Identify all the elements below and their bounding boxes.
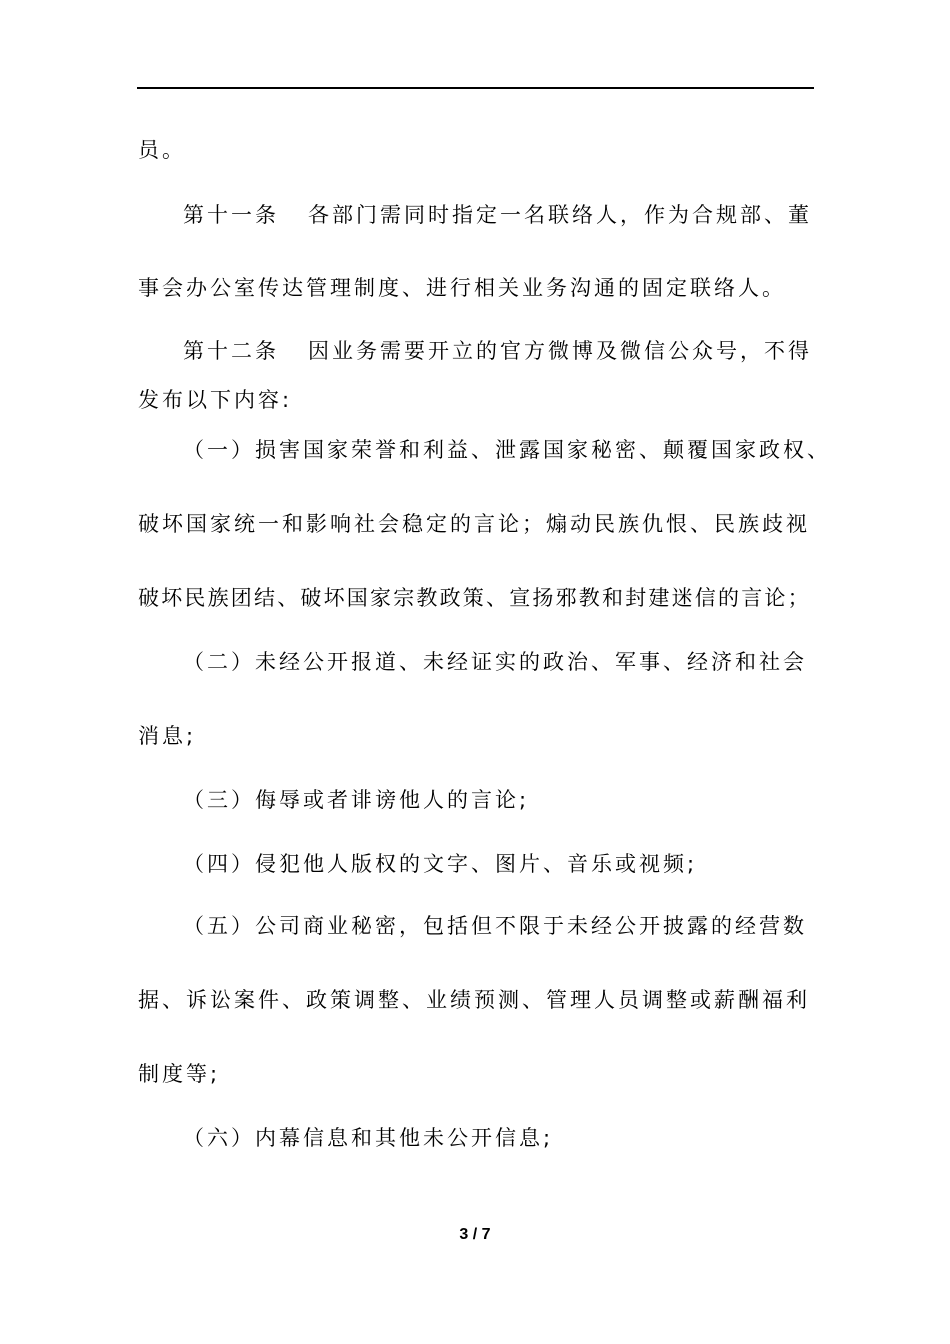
item-4: （四）侵犯他人版权的文字、图片、音乐或视频; (183, 852, 698, 876)
item-6: （六）内幕信息和其他未公开信息; (183, 1126, 554, 1150)
text-line: 事会办公室传达管理制度、进行相关业务沟通的固定联络人。 (138, 276, 786, 300)
item-2: （二）未经公开报道、未经证实的政治、军事、经济和社会 (183, 650, 807, 674)
text-line: 破坏国家统一和影响社会稳定的言论；煽动民族仇恨、民族歧视 (138, 512, 810, 536)
text-line: 据、诉讼案件、政策调整、业绩预测、管理人员调整或薪酬福利 (138, 988, 810, 1012)
item-5: （五）公司商业秘密，包括但不限于未经公开披露的经营数 (183, 914, 807, 938)
text-line: 发布以下内容: (138, 388, 293, 412)
header-rule (137, 87, 814, 89)
page-number: 3 / 7 (459, 1226, 491, 1243)
text-line: 制度等; (138, 1062, 221, 1086)
text-line: 消息; (138, 724, 197, 748)
item-1: （一）损害国家荣誉和利益、泄露国家秘密、颠覆国家政权、 (183, 438, 831, 462)
text-line: 破坏民族团结、破坏国家宗教政策、宣扬邪教和封建迷信的言论； (138, 586, 811, 610)
article-11: 第十一条 各部门需同时指定一名联络人，作为合规部、董 (183, 203, 813, 227)
item-3: （三）侮辱或者诽谤他人的言论; (183, 788, 530, 812)
article-12: 第十二条 因业务需要开立的官方微博及微信公众号，不得 (183, 339, 813, 363)
text-line: 员。 (138, 138, 186, 162)
